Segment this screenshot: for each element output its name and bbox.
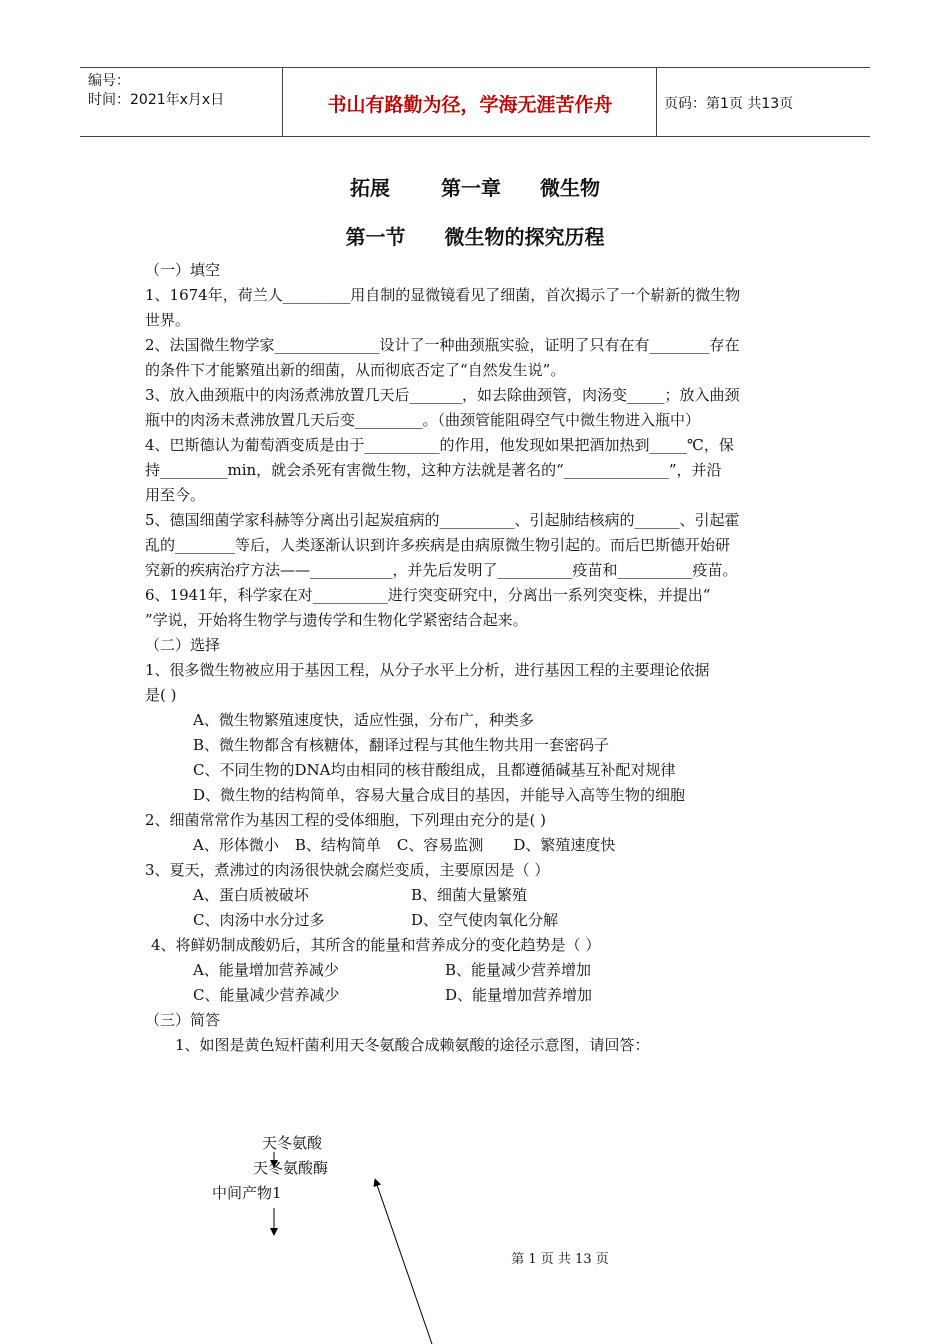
question-line: 世界。 — [145, 311, 191, 329]
question-line: 4、巴斯德认为葡萄酒变质是由于__________的作用，他发现如果把酒加热到_____℃，保 — [145, 436, 734, 454]
question-line: 3、放入曲颈瓶中的肉汤煮沸放置几天后_______，如去除曲颈管，肉汤变_____；放入曲颈 — [145, 386, 740, 404]
question-line: 1、很多微生物被应用于基因工程，从分子水平上分析，进行基因工程的主要理论依据 — [145, 661, 710, 679]
option: C、肉汤中水分过多 — [193, 911, 325, 929]
question-line: 3、夏天，煮沸过的肉汤很快就会腐烂变质，主要原因是（ ） — [145, 861, 550, 879]
option: B、能量减少营养增加 — [445, 961, 592, 979]
question-line: 的条件下才能繁殖出新的细菌，从而彻底否定了“自然发生说”。 — [145, 361, 566, 379]
question-line: 乱的________等后，人类逐渐认识到许多疾病是由病原微生物引起的。而后巴斯德开始研 — [145, 536, 731, 554]
option: A、形体微小 — [193, 836, 279, 854]
section-heading: （三）简答 — [145, 1011, 221, 1029]
question-line: 4、将鲜奶制成酸奶后，其所含的能量和营养成分的变化趋势是（ ） — [151, 936, 601, 954]
option-row — [145, 833, 810, 858]
option: A、能量增加营养减少 — [193, 961, 339, 979]
option: A、蛋白质被破坏 — [193, 886, 309, 904]
option-row — [145, 908, 810, 933]
option: B、细菌大量繁殖 — [411, 886, 528, 904]
chapter-title-part: 第一章 — [441, 176, 501, 200]
option-line: B、微生物都含有核糖体，翻译过程与其他生物共用一套密码子 — [193, 736, 610, 754]
header-motto: 书山有路勤为径，学海无涯苦作舟 — [327, 94, 613, 116]
option-line: A、微生物繁殖速度快，适应性强，分布广，种类多 — [193, 711, 534, 729]
question-line: 是( ) — [145, 686, 177, 704]
page-label: 页码：第1页 共13页 — [664, 96, 794, 112]
header-divider — [282, 68, 283, 136]
option-line: C、不同生物的DNA均由相同的核苷酸组成，且都遵循碱基互补配对规律 — [193, 761, 676, 779]
option-row — [145, 983, 810, 1008]
diagram-node-intermediate: 中间产物1 — [212, 1184, 282, 1202]
option: B、结构简单 — [294, 836, 381, 854]
section-title-part: 微生物的探究历程 — [444, 225, 605, 249]
worksheet-body — [145, 258, 810, 1058]
diagram-node-aspartate: 天冬氨酸 — [262, 1134, 323, 1152]
option-line: D、微生物的结构简单，容易大量合成目的基因，并能导入高等生物的细胞 — [193, 786, 686, 804]
time-label: 时间：2021年x月x日 — [88, 92, 225, 108]
header-meta — [88, 72, 224, 110]
option: D、空气使肉氧化分解 — [411, 911, 559, 929]
question-line: 5、德国细菌学家科赫等分离出引起炭疽病的__________、引起肺结核病的______、引起霍 — [145, 511, 740, 529]
page-footer: 第 1 页 共 13 页 — [511, 1252, 609, 1267]
section-title-part: 第一节 — [345, 225, 406, 249]
question-line: 瓶中的肉汤未煮沸放置几天后变_________。（曲颈管能阻碍空气中微生物进入瓶中） — [145, 411, 701, 429]
diagram-enzyme-label: 天冬氨酸酶 — [253, 1159, 329, 1177]
chapter-title-part: 微生物 — [539, 176, 600, 200]
chapter-title-part: 拓展 — [350, 176, 391, 200]
number-label: 编号： — [88, 73, 130, 89]
page-header — [80, 67, 870, 137]
section-title — [0, 221, 950, 250]
chapter-title — [0, 172, 950, 201]
question-line: 持_________min，就会杀死有害微生物，这种方法就是著名的“______________”，并沿 — [145, 461, 722, 479]
section-heading: （二）选择 — [145, 636, 221, 654]
option-row — [145, 958, 810, 983]
question-line: 用至今。 — [145, 486, 206, 504]
question-line: 1、如图是黄色短杆菌利用天冬氨酸合成赖氨酸的途径示意图，请回答： — [175, 1036, 650, 1054]
question-line: 2、法国微生物学家______________设计了一种曲颈瓶实验，证明了只有在有________存在 — [145, 336, 740, 354]
option: C、能量减少营养减少 — [193, 986, 340, 1004]
option: D、能量增加营养增加 — [445, 986, 593, 1004]
question-line: ”学说，开始将生物学与遗传学和生物化学紧密结合起来。 — [145, 611, 528, 629]
question-line: 2、细菌常常作为基因工程的受体细胞，下列理由充分的是( ) — [145, 811, 547, 829]
option-row — [145, 883, 810, 908]
question-line: 1、1674年，荷兰人_________用自制的显微镜看见了细菌，首次揭示了一个崭新的微生物 — [145, 286, 741, 304]
section-heading: （一）填空 — [145, 261, 221, 279]
header-divider — [656, 68, 657, 136]
question-line: 6、1941年，科学家在对__________进行突变研究中，分离出一系列突变株，并提出“ — [145, 586, 711, 604]
option: C、容易监测 — [396, 836, 484, 854]
question-line: 究新的疾病治疗方法——___________，并先后发明了__________疫苗和__________疫苗。 — [145, 561, 738, 579]
option: D、繁殖速度快 — [513, 836, 616, 854]
